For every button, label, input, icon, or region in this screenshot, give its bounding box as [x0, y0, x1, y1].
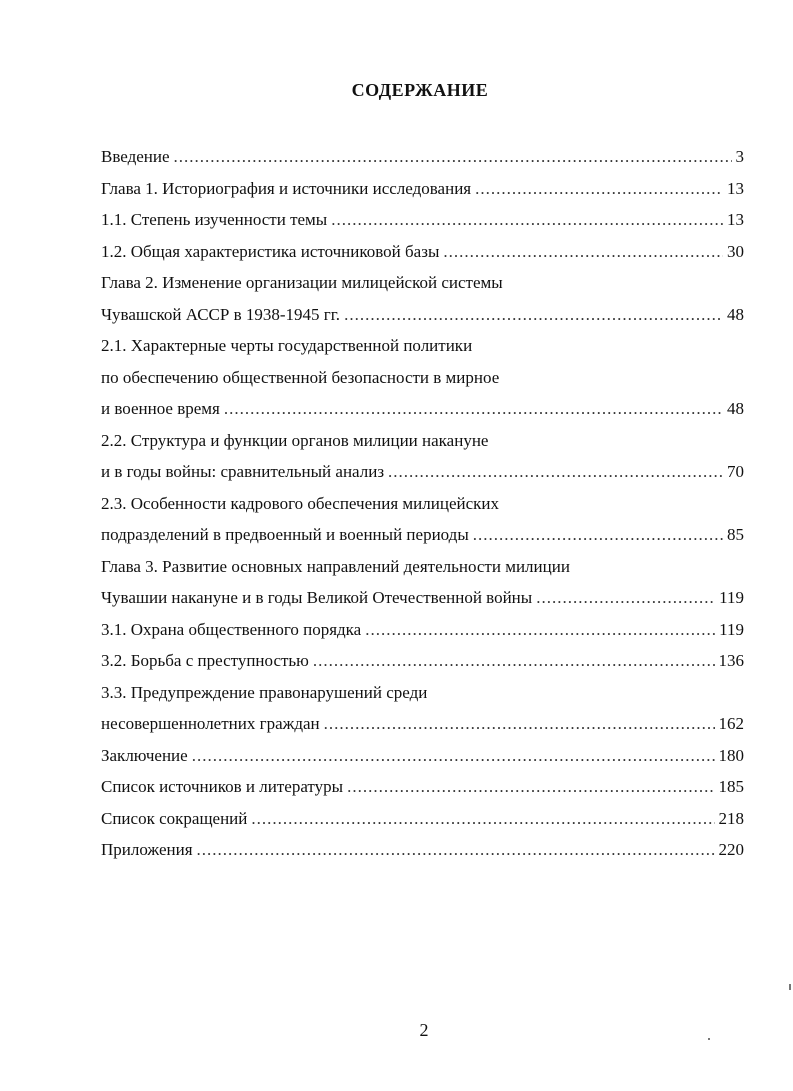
- toc-entry: [101, 299, 744, 331]
- toc-entry-title: Список источников и литературы: [101, 777, 344, 796]
- toc-entry-title: Приложения: [101, 840, 193, 859]
- dot-leader: [388, 456, 723, 488]
- dot-leader: [331, 204, 723, 236]
- toc-entry-title: и в годы войны: сравнительный анализ: [101, 462, 385, 481]
- toc-entry-title: 2.1. Характерные черты государственной политики: [101, 336, 473, 355]
- page-title: СОДЕРЖАНИЕ: [351, 80, 489, 100]
- dot-leader: [174, 141, 732, 173]
- toc-entry-page: 136: [718, 651, 744, 670]
- toc-entry-title: Чувашии накануне и в годы Великой Отечественной войны: [101, 588, 533, 607]
- toc-entry-title: Введение: [101, 147, 170, 166]
- toc-entry-page: 162: [718, 714, 744, 733]
- toc-entry: [101, 236, 744, 268]
- toc-entry: [101, 677, 744, 709]
- toc-entry: [101, 330, 744, 362]
- dot-leader: [365, 614, 715, 646]
- toc-entry-title: 3.2. Борьба с преступностью: [101, 651, 309, 670]
- dot-leader: [344, 299, 723, 331]
- toc-entry-page: 3: [735, 147, 744, 166]
- scan-speck: [708, 1038, 710, 1040]
- dot-leader: [324, 708, 715, 740]
- toc-entry: [101, 362, 744, 394]
- toc-entry-title: и военное время: [101, 399, 220, 418]
- dot-leader: [197, 834, 715, 866]
- toc-entry: [101, 267, 744, 299]
- toc-entry-title: 1.1. Степень изученности темы: [101, 210, 328, 229]
- toc-entry-page: 30: [727, 241, 744, 261]
- toc-entry: [101, 740, 744, 772]
- toc-entry-page: 220: [718, 840, 744, 859]
- scan-speck: [789, 984, 791, 990]
- toc-entry: [101, 834, 744, 866]
- toc-entry-title: Заключение: [101, 745, 188, 765]
- toc-entry-title: 3.3. Предупреждение правонарушений среди: [101, 682, 428, 702]
- dot-leader: [536, 582, 715, 614]
- dot-leader: [251, 803, 714, 835]
- toc-entry: [101, 204, 744, 236]
- toc-entry: [101, 519, 744, 551]
- toc-entry-page: 13: [727, 178, 744, 198]
- dot-leader: [473, 519, 723, 551]
- dot-leader: [192, 740, 715, 772]
- toc-entry-page: 48: [727, 399, 744, 418]
- toc-entry-page: 85: [727, 525, 744, 544]
- dot-leader: [313, 645, 715, 677]
- toc-entry: [101, 582, 744, 614]
- toc-entry-title: Глава 3. Развитие основных направлений деятельности милиции: [101, 556, 570, 576]
- toc-entry-title: 3.1. Охрана общественного порядка: [101, 619, 362, 639]
- toc-entry-title: 1.2. Общая характеристика источниковой базы: [101, 241, 440, 261]
- toc-entry-title: подразделений в предвоенный и военный периоды: [101, 525, 469, 544]
- page-number: 2: [419, 1020, 429, 1040]
- dot-leader: [224, 393, 723, 425]
- toc-entry: [101, 173, 744, 205]
- toc-entry-page: 70: [727, 462, 744, 481]
- toc-entry-title: 2.2. Структура и функции органов милиции накануне: [101, 430, 489, 450]
- toc-entry-page: 13: [727, 210, 744, 229]
- toc-entry: [101, 488, 744, 520]
- toc-entry-page: 180: [718, 745, 744, 765]
- toc-entry-title: 2.3. Особенности кадрового обеспечения милицейских: [101, 493, 499, 513]
- table-of-contents: [101, 141, 744, 866]
- toc-entry-title: Глава 2. Изменение организации милицейской системы: [101, 273, 503, 292]
- dot-leader: [475, 173, 723, 205]
- toc-entry: [101, 425, 744, 457]
- toc-entry: [101, 614, 744, 646]
- toc-entry-title: несовершеннолетних граждан: [101, 714, 320, 733]
- toc-entry-page: 48: [727, 304, 744, 324]
- toc-entry-page: 218: [718, 808, 744, 828]
- dot-leader: [443, 236, 723, 268]
- toc-entry: [101, 645, 744, 677]
- toc-entry: [101, 456, 744, 488]
- toc-entry-title: Глава 1. Историография и источники исследования: [101, 178, 472, 198]
- toc-entry-page: 119: [719, 588, 744, 607]
- dot-leader: [347, 771, 714, 803]
- toc-entry-title: Чувашской АССР в 1938-1945 гг.: [101, 304, 341, 324]
- toc-entry: [101, 803, 744, 835]
- toc-entry-title: по обеспечению общественной безопасности в мирное: [101, 367, 500, 387]
- toc-entry-page: 185: [718, 777, 744, 796]
- toc-entry: [101, 141, 744, 173]
- toc-entry-page: 119: [719, 619, 744, 639]
- toc-entry: [101, 393, 744, 425]
- toc-entry: [101, 708, 744, 740]
- toc-entry-title: Список сокращений: [101, 808, 248, 828]
- toc-entry: [101, 551, 744, 583]
- toc-entry: [101, 771, 744, 803]
